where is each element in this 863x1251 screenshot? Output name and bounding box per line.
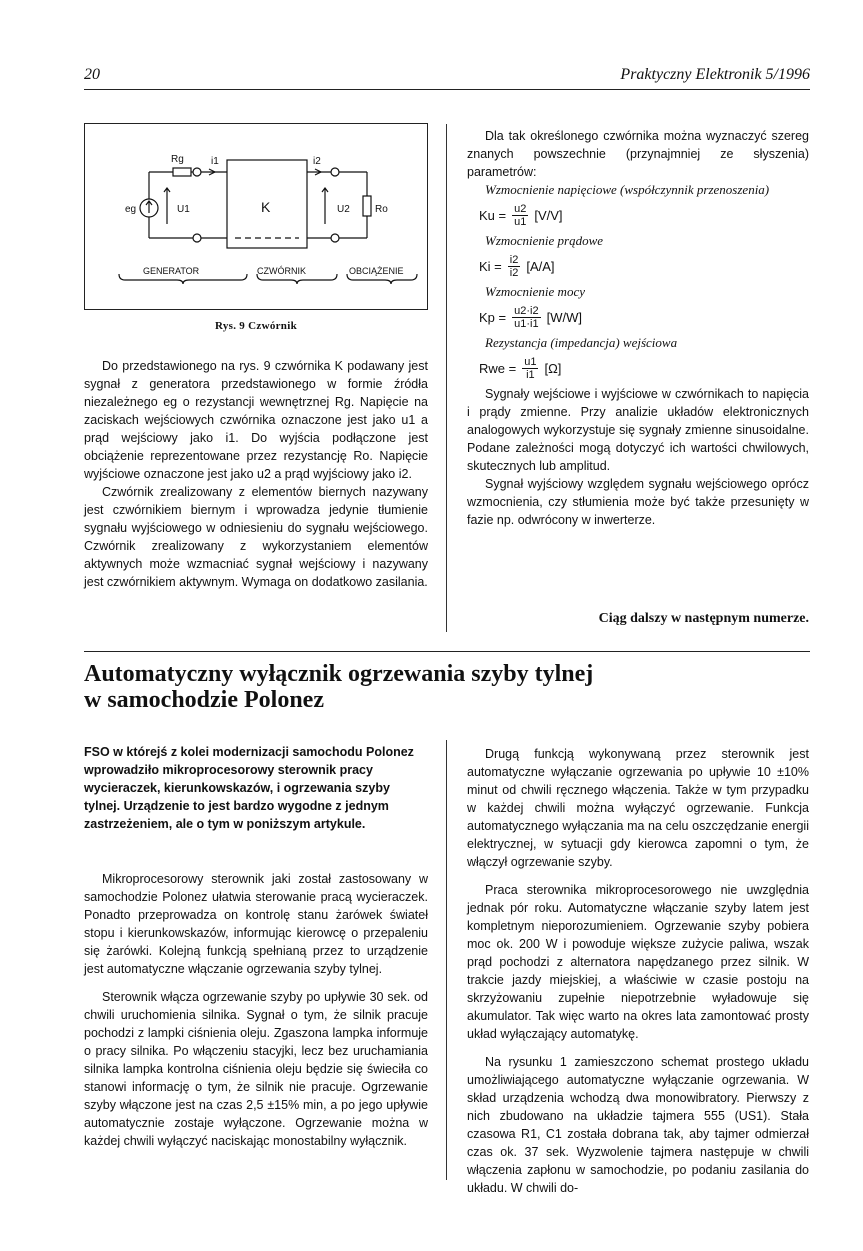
parameters-intro: Dla tak określonego czwórnika można wyznaczyć szereg znanych powszechnie (przynajmniej ze słyszenia) parametrów: — [467, 129, 809, 179]
paragraph: Do przedstawionego na rys. 9 czwórnika K podawany jest sygnał z generatora przedstawionego w formie źródła niezależnego eg o rezystancji wewnętrznej Rg. Napięcie na zaciskach wejściowych czwórnika oznaczone jest jako u1 a prąd wejściowy jako i1. Do wyjścia podłączone jest obciążenie reprezentowane przez rezystancję Ro. Napięcie wyjściowe oznaczone jest jako u2 a prąd wyjściowy jako i2. — [84, 359, 428, 481]
paragraph: Czwórnik zrealizowany z elementów biernych nazywany jest czwórnikiem biernym i wprowadza jedynie tłumienie sygnału wyjściowego w odniesieniu do sygnału wejściowego. Czwórnik zrealizowany z wykorzystaniem elementów aktywnych może wzmacniać sygnał wejściowy i nazywany jest czwórnikiem aktywnym. Wymaga on dodatkowo zasilania. — [84, 485, 428, 589]
formula-unit: [W/W] — [546, 309, 582, 325]
formula-lhs: Ki = — [479, 258, 502, 274]
formula-kp — [479, 305, 809, 330]
label-generator: GENERATOR — [143, 266, 200, 276]
section-rule — [84, 651, 810, 652]
paragraph: Sygnały wejściowe i wyjściowe w czwórnikach to napięcia i prądy zmienne. Przy analizie układów elektronicznych analogowych wykorzystuje się sygnały zmienne sinusoidalne. Podane zależności mogą dotyczyć ich wartości chwilowych, skutecznych lub amplitud. — [467, 387, 809, 473]
paragraph: Sygnał wyjściowy względem sygnału wejściowego oprócz wzmocnienia, czy stłumienia może być także przesunięty w fazie np. odwrócony w inwerterze. — [467, 477, 809, 527]
paragraph: Sterownik włącza ogrzewanie szyby po upływie 30 sek. od chwili uruchomienia silnika. Sygnał o tym, że silnik pracuje pochodzi z lampki ciśnienia oleju. Zgaszona lampka informuje o pracy silnika. Po włączeniu stacyjki, lecz bez uruchamiania silnika lampka kontrolna ciśnienia oleju będzie się świeciła co stanowi informację o tym, że silnik nie pracuje. Ogrzewanie szyby włączone jest na czas 2,5 ±15% min, a po jego upływie automatycznie zostaje wyłączone. Ogrzewanie można w każdej chwili wyłączyć naciskając monostabilny wyłącznik. — [84, 990, 428, 1148]
numerator: i2 — [509, 254, 519, 266]
article-title — [84, 661, 784, 713]
article-title-line: w samochodzie Polonez — [84, 687, 324, 713]
label-rg: Rg — [171, 154, 184, 165]
param-label-voltage-gain: Wzmocnienie napięciowe (współczynnik przenoszenia) — [485, 182, 770, 197]
publication-title: Praktyczny Elektronik 5/1996 — [620, 66, 810, 83]
formula-lhs: Rwe = — [479, 360, 517, 376]
ro-resistor — [363, 196, 371, 216]
fraction — [512, 305, 540, 330]
denominator: i2 — [509, 267, 519, 279]
label-i2: i2 — [313, 156, 321, 167]
param-label-current-gain: Wzmocnienie prądowe — [485, 233, 604, 248]
article-title-line: Automatyczny wyłącznik ogrzewania szyby tylnej — [84, 661, 594, 687]
column-divider — [446, 740, 447, 1180]
denominator: i1 — [526, 369, 535, 381]
left-column-intro — [84, 357, 428, 591]
label-u2: U2 — [337, 204, 350, 215]
label-obciazenie: OBCIĄŻENIE — [349, 266, 404, 276]
column-divider — [446, 124, 447, 632]
rg-resistor — [173, 168, 191, 176]
paragraph: Drugą funkcją wykonywaną przez sterownik jest automatyczne wyłączanie ogrzewania po upływie 10 ±10% minut od chwili ręcznego włączenia. Także w tym przypadku w każdej chwili można wyłączyć ogrzewanie. Funkcja automatycznego wyłączania ma na celu oszczędzanie energii elektrycznej, w sytuacji gdy kierowca zapomni o tym, że włączył ogrzewanie szyby. — [467, 747, 809, 869]
formula-ki — [479, 254, 809, 279]
figure-quadripole — [84, 123, 428, 310]
page-number: 20 — [84, 66, 100, 83]
label-eg: eg — [125, 204, 137, 215]
denominator: u1 — [514, 216, 527, 228]
label-u1: U1 — [177, 204, 190, 215]
formula-lhs: Kp = — [479, 309, 507, 325]
formula-unit: [A/A] — [526, 258, 555, 274]
right-column-parameters — [467, 127, 809, 529]
formula-rwe — [479, 356, 809, 381]
numerator: u2·i2 — [514, 305, 539, 317]
formula-ku — [479, 203, 809, 228]
article-lead: FSO w którejś z kolei modernizacji samochodu Polonez wprowadziło mikroprocesorowy sterownik pracy wycieraczek, kierunkowskazów, i ogrzewania szyby tylnej. Urządzenie to jest bardzo wygodne z jednym zastrzeżeniem, ale o tym w poniższym artykule. — [84, 745, 414, 831]
paragraph: Na rysunku 1 zamieszczono schemat prostego układu umożliwiającego automatyczne wyłączanie ogrzewania. W skład urządzenia wchodzą dwa monowibratory. Pierwszy z nich zbudowano na układzie tajmera 555 (US1). Stała czasowa R1, C1 została dobrana tak, aby tajmer odmierzał czas ok. 37 sek. Wyzwolenie tajmera następuje w chwili włączenia zapłonu w samochodzie, po podaniu zasilania do układu. W chwili do- — [467, 1055, 809, 1195]
label-i1: i1 — [211, 156, 219, 167]
fraction — [508, 254, 521, 279]
fraction — [512, 203, 528, 228]
article-left-column — [84, 870, 428, 1150]
param-label-power-gain: Wzmocnienie mocy — [485, 284, 585, 299]
denominator: u1·i1 — [514, 318, 539, 330]
numerator: u1 — [524, 356, 537, 368]
article-right-column — [467, 745, 809, 1197]
label-ro: Ro — [375, 204, 388, 215]
quadripole-schematic — [85, 124, 429, 311]
paragraph: Praca sterownika mikroprocesorowego nie uwzględnia jednak pór roku. Automatyczne włączanie szyby latem jest kompletnym nieporozumieniem. Ogrzewanie szyby pobiera moc ok. 200 W i powoduje większe zużycie paliwa, wszak prąd pochodzi z alternatora napędzanego przez silnik. W trakcie jazdy miejskiej, a właściwie w czasie postoju na skrzyżowaniu zupełnie niepotrzebnie wyładowuje się akumulator. Tak więc warto na okres lata zamontować prosty układ wyłączający automatykę. — [467, 883, 809, 1041]
figure-caption: Rys. 9 Czwórnik — [214, 320, 298, 332]
numerator: u2 — [514, 203, 527, 215]
label-k: K — [261, 199, 271, 215]
param-label-input-resistance: Rezystancja (impedancja) wejściowa — [485, 335, 678, 350]
fraction — [522, 356, 538, 381]
formula-unit: [V/V] — [534, 207, 563, 223]
label-czwornik: CZWÓRNIK — [257, 266, 306, 276]
header-rule — [84, 89, 810, 90]
formula-unit: [Ω] — [544, 360, 562, 376]
formula-lhs: Ku = — [479, 207, 507, 223]
paragraph: Mikroprocesorowy sterownik jaki został zastosowany w samochodzie Polonez ułatwia sterowanie pracą wycieraczek. Ponadto przeprowadza on kontrolę stanu żarówek świateł stopu i kierunkowskazów, informując kierowcę o przepaleniu się żarówki. Kolejną funkcją spełnianą przez to urządzenie jest automatyczne włączanie ogrzewania szyby tylnej. — [84, 872, 428, 976]
continued-notice: Ciąg dalszy w następnym numerze. — [598, 611, 809, 626]
